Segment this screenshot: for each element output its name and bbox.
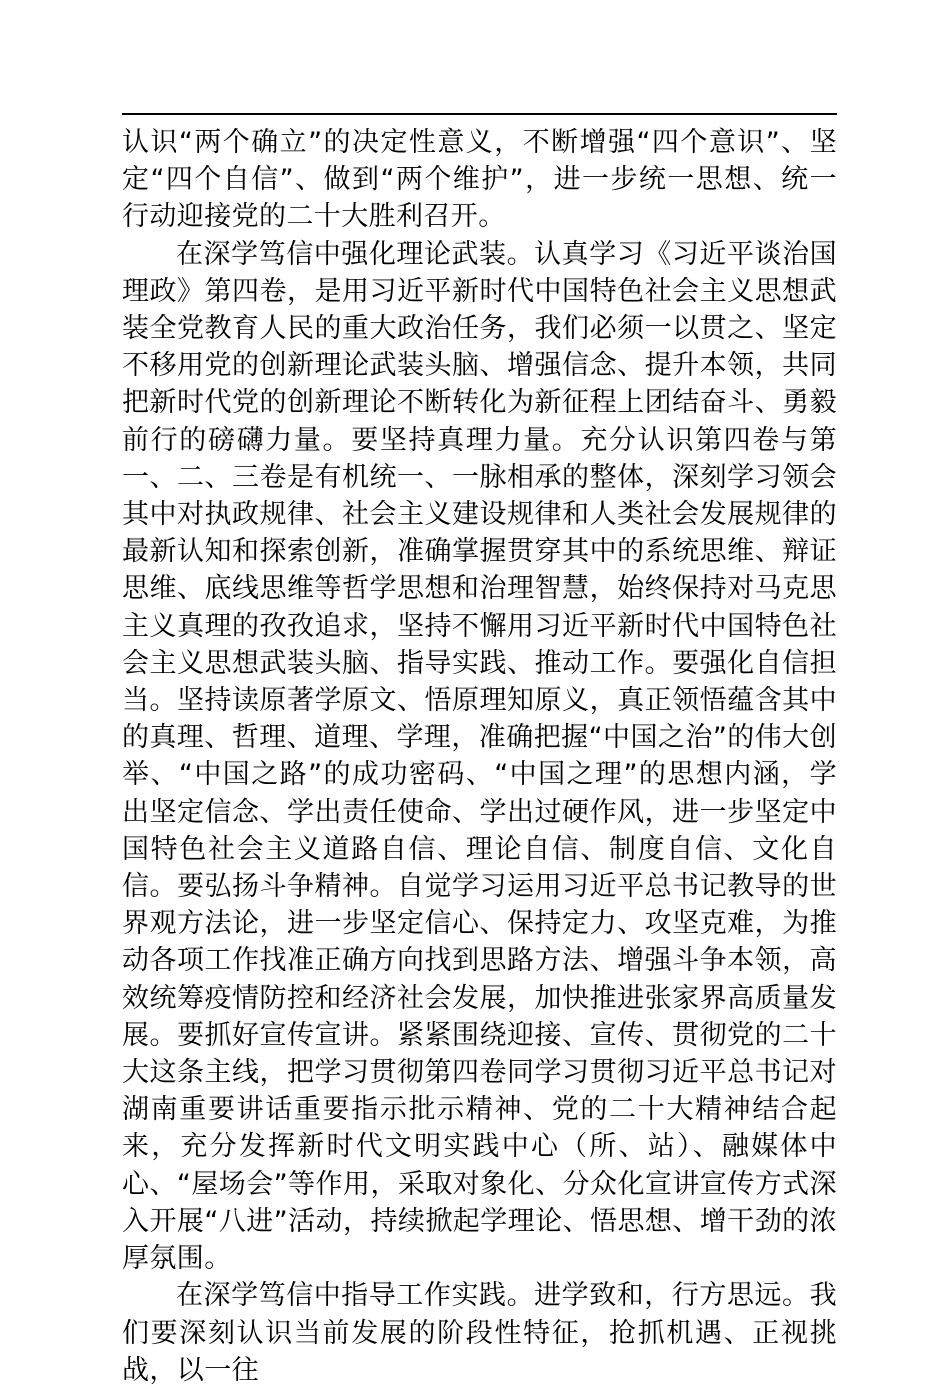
paragraph-theory-armament: 在深学笃信中强化理论武装。认真学习《习近平谈治国理政》第四卷，是用习近平新时代中国特色社会主义思想武装全党教育人民的重大政治任务，我们必须一以贯之、坚定不移用党的创新理论武装头脑、增强信念、提升本领，共同把新时代党的创新理论不断转化为新征程上团结奋斗、勇毅前行的磅礴力量。要坚持真理力量。充分认识第四卷与第一、二、三卷是有机统一、一脉相承的整体，深刻学习领会其中对执政规律、社会主义建设规律和人类社会发展规律的最新认知和探索创新，准确掌握贯穿其中的系统思维、辩证思维、底线思维等哲学思想和治理智慧，始终保持对马克思主义真理的孜孜追求，坚持不懈用习近平新时代中国特色社会主义思想武装头脑、指导实践、推动工作。要强化自信担当。坚持读原著学原文、悟原理知原义，真正领悟蕴含其中的真理、哲理、道理、学理，准确把握“中国之治”的伟大创举、“中国之路”的成功密码、“中国之理”的思想内涵，学出坚定信念、学出责任使命、学出过硬作风，进一步坚定中国特色社会主义道路自信、理论自信、制度自信、文化自信。要弘扬斗争精神。自觉学习运用习近平总书记教导的世界观方法论，进一步坚定信心、保持定力、攻坚克难，为推动各项工作找准正确方向找到思路方法、增强斗争本领，高效统筹疫情防控和经济社会发展，加快推进张家界高质量发展。要抓好宣传宣讲。紧紧围绕迎接、宣传、贯彻党的二十大这条主线，把学习贯彻第四卷同学习贯彻习近平总书记对湖南重要讲话重要指示批示精神、党的二十大精神结合起来，充分发挥新时代文明实践中心（所、站）、融媒体中心、“屋场会”等作用，采取对象化、分众化宣讲宣传方式深入开展“八进”活动，持续掀起学理论、悟思想、增干劲的浓厚氛围。 [122, 238, 837, 1275]
document-body [122, 124, 837, 1389]
paragraph-work-practice: 在深学笃信中指导工作实践。进学致和，行方思远。我们要深刻认识当前发展的阶段性特征，抢抓机遇、正视挑战，以一往 [122, 1280, 837, 1386]
header-rule [122, 113, 837, 115]
paragraph-continuation: 认识“两个确立”的决定性意义，不断增强“四个意识”、坚定“四个自信”、做到“两个维护”，进一步统一思想、统一行动迎接党的二十大胜利召开。 [122, 127, 837, 233]
